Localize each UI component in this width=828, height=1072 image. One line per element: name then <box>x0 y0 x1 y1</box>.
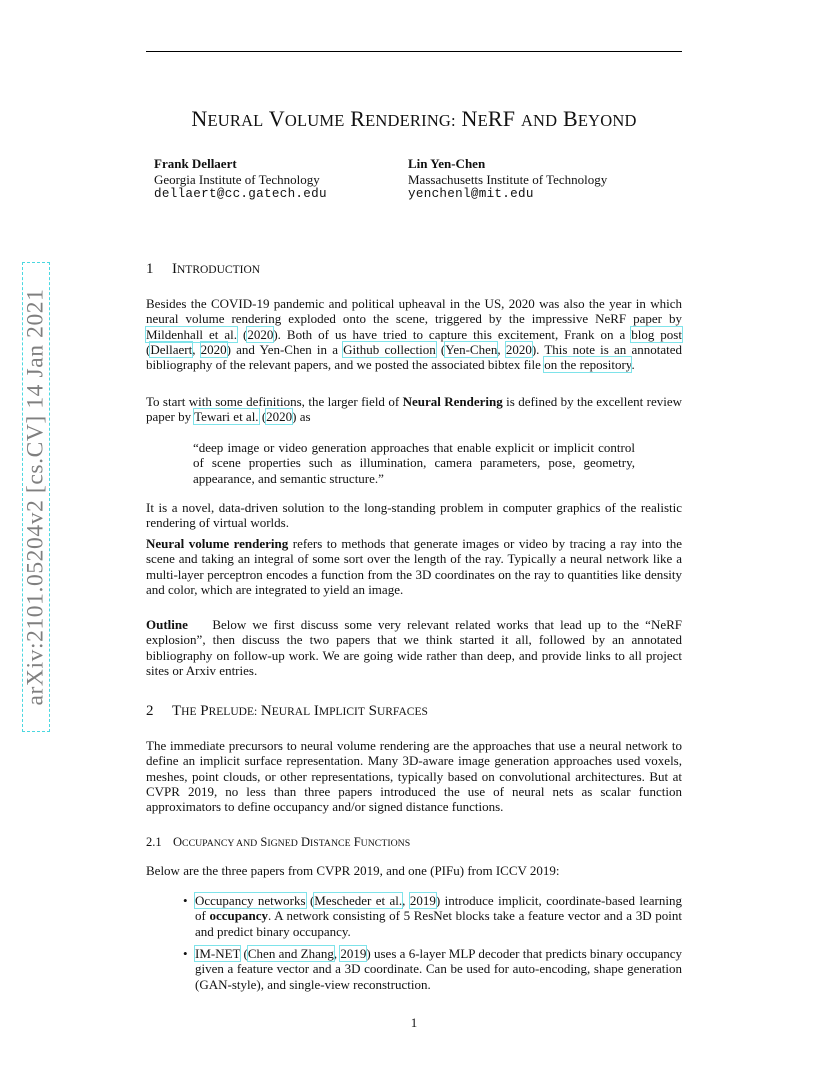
citation-year-link[interactable]: 2019 <box>340 946 367 961</box>
repository-link[interactable]: on the repository <box>544 357 632 373</box>
citation-link[interactable]: Yen-Chen <box>445 341 498 357</box>
citation-year-link[interactable]: 2019 <box>409 893 436 908</box>
citation-year-link[interactable]: 2020 <box>247 326 274 342</box>
citation-year-link[interactable]: 2020 <box>505 341 532 357</box>
author-affiliation: Massachusetts Institute of Technology <box>408 171 608 187</box>
citation-year-link[interactable]: 2020 <box>266 409 293 425</box>
author-name: Lin Yen-Chen <box>408 156 486 171</box>
citation-link[interactable]: Chen and Zhang <box>247 946 334 961</box>
page-number: 1 <box>410 1015 418 1030</box>
author-block-2 <box>408 156 607 203</box>
section-heading-prelude: 2 THE PRELUDE: NEURAL IMPLICIT SURFACES <box>146 703 428 719</box>
paper-title: NEURAL VOLUME RENDERING: NERF AND BEYOND <box>191 106 637 131</box>
author-name: Frank Dellaert <box>154 156 237 171</box>
github-collection-link[interactable]: Github collection <box>343 341 436 357</box>
blog-post-link[interactable]: blog post <box>631 326 682 342</box>
citation-link[interactable]: Mescheder et al. <box>314 893 403 908</box>
bullet-marker: • <box>183 946 188 961</box>
paragraph-outline: Outline Below we first discuss some very relevant related works that lead up to the “NeRF explosion”, then discuss the two papers that we think started it all, followed by an annotated bibliography on follow-up work. We are going wide rather than deep, and provide links to all project sites or Arxiv entries. <box>146 617 683 678</box>
bullet-marker: • <box>183 893 188 908</box>
author-email[interactable]: yenchenl@mit.edu <box>408 187 534 201</box>
occupancy-networks-link[interactable]: Occupancy networks <box>195 893 306 908</box>
citation-year-link[interactable]: 2020 <box>200 341 227 357</box>
paragraph-precursors: The immediate precursors to neural volume rendering are the approaches that use a neural network to define an implicit surface representation. Many 3D-aware image generation approaches used voxels, meshes, point clouds, or other representations, typically based on convolutional architectures. But at CVPR 2019, no less than three papers introduced the use of neural nets as scalar function approximators to define occupancy and/or signed distance functions. <box>146 738 682 815</box>
im-net-link[interactable]: IM-NET <box>195 946 241 961</box>
subsection-heading-occupancy: 2.1 OCCUPANCY AND SIGNED DISTANCE FUNCTIONS <box>146 835 411 849</box>
top-rule <box>146 51 682 52</box>
author-affiliation: Georgia Institute of Technology <box>154 171 320 187</box>
paragraph-intro: Besides the COVID-19 pandemic and political upheaval in the US, 2020 was also the year in which neural volume rendering exploded onto the scene, triggered by the impressive NeRF paper by Mildenhall et al. (2020). Both of us have tried to capture this excitement, Frank on a blog post (Dellaert, 2020) and Yen-Chen in a Github collection (Yen-Chen, 2020). This note is an annotated bibliography of the relevant papers, and we posted the associated bibtex file on the repository. <box>146 296 683 373</box>
paragraph-novel-solution: It is a novel, data-driven solution to the long-standing problem in computer graphics of the realistic rendering of virtual worlds. <box>146 500 682 531</box>
section-heading-introduction: 1 INTRODUCTION <box>146 261 261 277</box>
paragraph-cvpr-papers: Below are the three papers from CVPR 2019, and one (PIFu) from ICCV 2019: <box>146 863 560 878</box>
arxiv-stamp[interactable] <box>22 262 52 732</box>
author-block-1 <box>154 156 327 203</box>
arxiv-stamp-text: arXiv:2101.05204v2 [cs.CV] 14 Jan 2021 <box>22 288 49 706</box>
paragraph-definitions: To start with some definitions, the larger field of Neural Rendering is defined by the excellent review paper by Tewari et al. (2020) as <box>146 394 682 425</box>
list-item-occupancy-networks: Occupancy networks (Mescheder et al., 2019) introduce implicit, coordinate-based learning of occupancy. A network consisting of 5 ResNet blocks take a feature vector and a 3D point and predict binary occupancy. <box>195 893 682 939</box>
citation-link[interactable]: Tewari et al. <box>194 409 259 425</box>
citation-link[interactable]: Mildenhall et al. <box>146 326 238 342</box>
citation-link[interactable]: Dellaert <box>150 341 193 357</box>
paragraph-neural-volume-rendering: Neural volume rendering refers to methods that generate images or video by tracing a ray into the scene and taking an integral of some sort over the length of the ray. Typically a neural network like a multi-layer perceptron encodes a function from the 3D coordinates on the ray to quantities like density and color, which are integrated to yield an image. <box>146 536 683 597</box>
author-email[interactable]: dellaert@cc.gatech.edu <box>154 187 327 201</box>
list-item-im-net: IM-NET (Chen and Zhang, 2019) uses a 6-layer MLP decoder that predicts binary occupancy given a feature vector and a 3D coordinate. Can be used for auto-encoding, shape generation (GAN-style), and single-view reconstruction. <box>195 946 682 992</box>
definition-quote: “deep image or video generation approaches that enable explicit or implicit control of scene properties such as illumination, camera parameters, pose, geometry, appearance, and semantic structure.” <box>193 440 635 486</box>
